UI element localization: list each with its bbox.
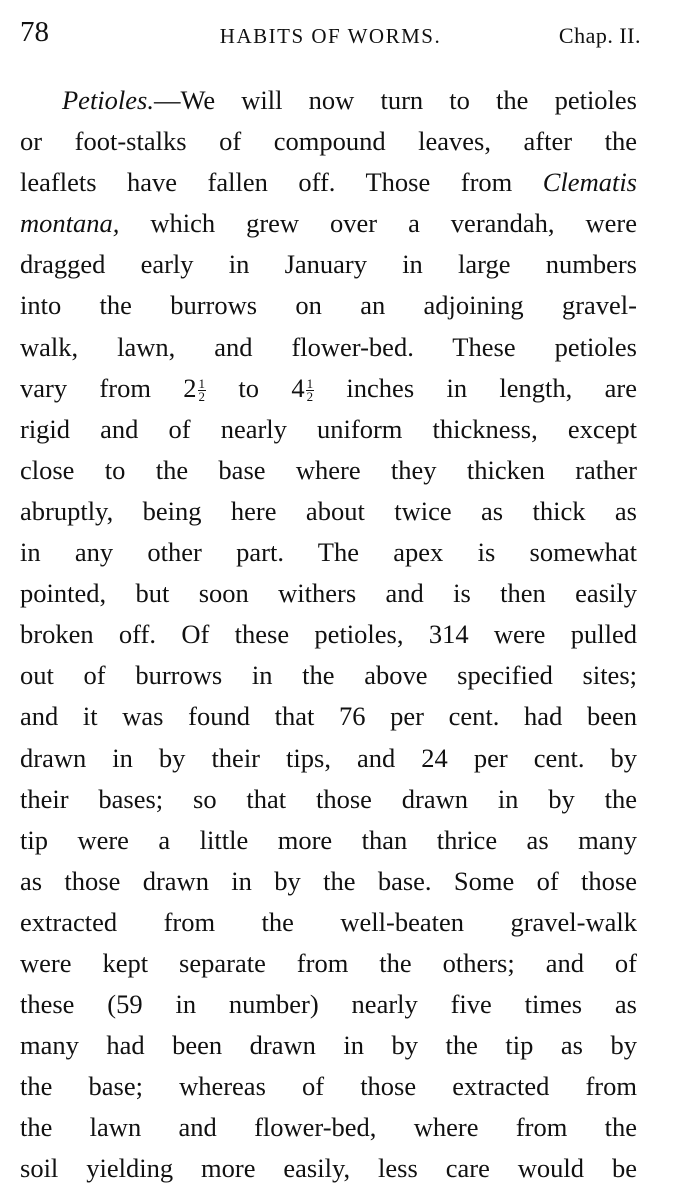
species-name: Clematis — [542, 167, 637, 198]
text-line: and it was found that 76 per cent. had been — [20, 701, 637, 732]
text-line: soil yielding more easily, less care would be — [20, 1153, 637, 1184]
text-line: extracted from the well-beaten gravel-walk — [20, 906, 637, 937]
text-line: into the burrows on an adjoining gravel- — [20, 290, 637, 321]
chapter-label: Chap. II. — [558, 23, 641, 48]
text-line: dragged early in January in large numbers — [20, 249, 637, 280]
text-line: were kept separate from the others; and of — [20, 947, 637, 978]
text-line: many had been drawn in by the tip as by — [20, 1030, 637, 1061]
section-title: Petioles. — [62, 85, 154, 115]
text-line: Petioles.—We will now turn to the petioles — [62, 85, 637, 115]
text-line: rigid and of nearly uniform thickness, except — [20, 413, 637, 444]
text-line: their bases; so that those drawn in by the — [20, 783, 637, 814]
body-text — [20, 80, 637, 1190]
fraction-half: $\frac{1}{2}$ — [198, 376, 206, 405]
text-line: the base; whereas of those extracted from — [20, 1071, 637, 1102]
text-line: leaflets have fallen off. Those from Clematis — [20, 167, 637, 198]
text-line: as those drawn in by the base. Some of those — [20, 865, 637, 896]
text-line: walk, lawn, and flower-bed. These petioles — [20, 331, 637, 362]
text-line: montana, which grew over a verandah, were — [20, 208, 637, 239]
text-line: drawn in by their tips, and 24 per cent. by — [20, 742, 637, 773]
text-line: abruptly, being here about twice as thick as — [20, 495, 637, 526]
text-line: pointed, but soon withers and is then easily — [20, 578, 637, 609]
text-line: close to the base where they thicken rather — [20, 454, 637, 485]
text-line: vary from 2 $\frac{1}{2}$ to 4 $\frac{1}{2}$ inches in length, are — [20, 372, 637, 405]
fraction-half: $\frac{1}{2}$ — [306, 376, 314, 405]
text-line: out of burrows in the above specified sites; — [20, 660, 637, 691]
text-line: broken off. Of these petioles, 314 were pulled — [20, 619, 637, 650]
text-line: or foot-stalks of compound leaves, after the — [20, 126, 637, 157]
page-number: 78 — [20, 16, 49, 48]
running-title: HABITS OF WORMS. — [219, 24, 442, 48]
text-line: in any other part. The apex is somewhat — [20, 537, 637, 568]
text-line: these (59 in number) nearly five times as — [20, 989, 637, 1020]
text-line: tip were a little more than thrice as many — [20, 824, 637, 855]
species-name: montana, — [20, 208, 120, 239]
text-line: the lawn and flower-bed, where from the — [20, 1112, 637, 1143]
page-header — [20, 14, 641, 62]
